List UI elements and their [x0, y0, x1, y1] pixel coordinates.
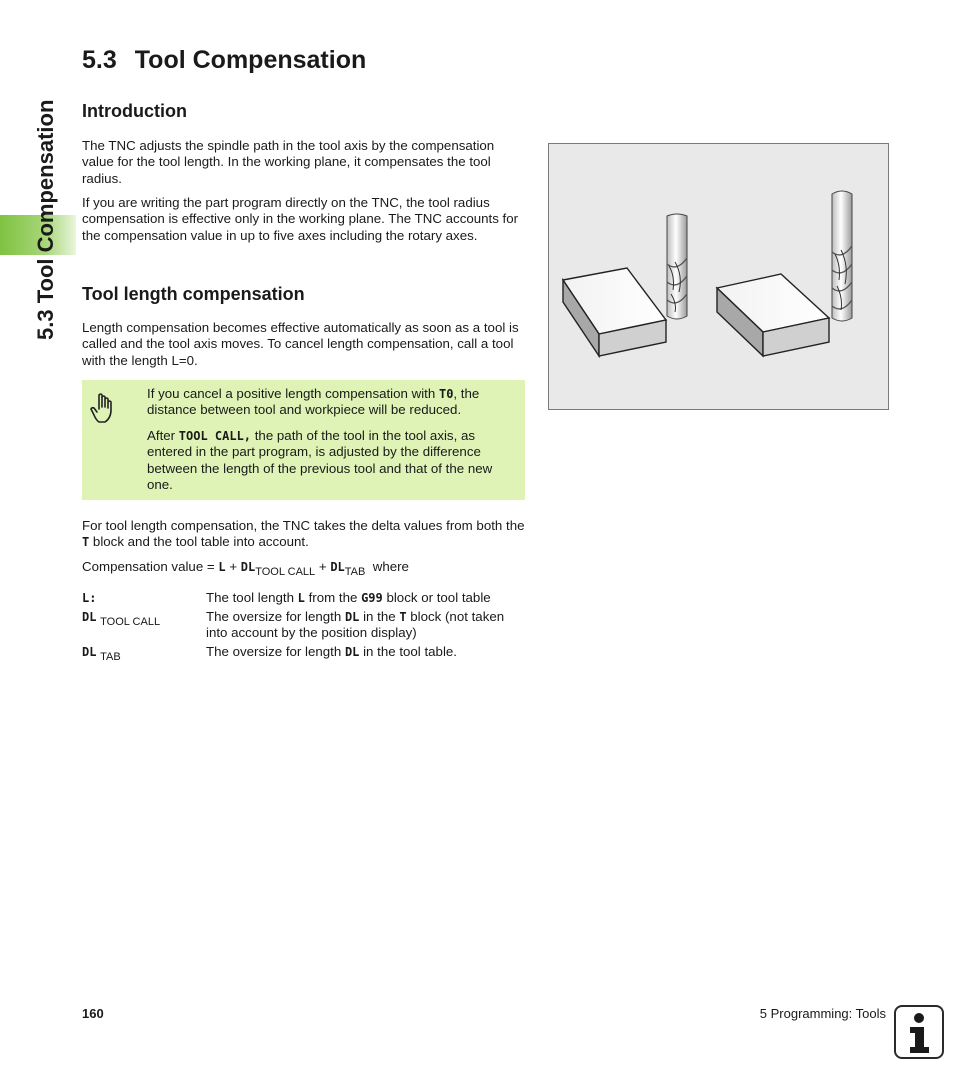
- definition-description: The tool length L from the G99 block or tool table: [206, 590, 491, 605]
- tool-long: [832, 191, 852, 321]
- workpiece-right: [717, 274, 829, 356]
- definition-term: DL $_{TAB}$: [82, 645, 121, 663]
- tool-length-heading: Tool length compensation: [82, 284, 305, 304]
- section-number: 5.3: [82, 46, 117, 74]
- hand-pointing-icon: [90, 392, 116, 424]
- workpiece-left: [563, 268, 666, 356]
- section-heading: [82, 46, 366, 75]
- definition-description: The oversize for length DL in the T block (not taken into account by the position display): [206, 609, 505, 640]
- introduction-heading: Introduction: [82, 101, 187, 121]
- length-paragraph: Length compensation becomes effective automatically as soon as a tool is called and the tool axis moves. To cancel length compensation, call a tool with the length L=0.: [82, 320, 519, 368]
- tool-length-illustration: [548, 143, 889, 410]
- note-box: [82, 380, 525, 500]
- info-glyph: [896, 1007, 942, 1057]
- info-icon: [894, 1005, 944, 1059]
- section-title: Tool Compensation: [134, 46, 367, 74]
- note-paragraph-1: If you cancel a positive length compensation with T0, the distance between tool and workpiece will be reduced.: [147, 386, 480, 418]
- note-paragraph-2: After TOOL CALL, the path of the tool in the tool axis, as entered in the part program, is adjusted by the difference between the length of the previous tool and that of the new one.: [147, 428, 493, 492]
- intro-paragraph-2: If you are writing the part program directly on the TNC, the tool radius compensation is effective only in the working plane. The TNC accounts for the compensation value in up to five axes including the rotary axes.: [82, 195, 519, 243]
- tool-workpiece-drawing: [549, 144, 888, 409]
- page-number: 160: [82, 1006, 104, 1021]
- compensation-formula: Compensation value = $L + DL_{TOOL CALL} + DL_{TAB}$ where: [82, 559, 409, 578]
- intro-paragraph-1: The TNC adjusts the spindle path in the tool axis by the compensation value for the tool length. In the working plane, it compensates the tool radius.: [82, 138, 495, 186]
- side-title-text: 5.3 Tool Compensation: [33, 99, 58, 340]
- delta-paragraph: For tool length compensation, the TNC takes the delta values from both the T block and the tool table into account.: [82, 518, 525, 550]
- chapter-label: 5 Programming: Tools: [759, 1006, 886, 1021]
- definition-description: The oversize for length DL in the tool table.: [206, 644, 457, 659]
- side-section-title: [30, 99, 58, 340]
- tool-short: [667, 214, 687, 319]
- definition-term: L:: [82, 591, 97, 605]
- definition-term: DL $_{TOOL CALL}$: [82, 610, 161, 628]
